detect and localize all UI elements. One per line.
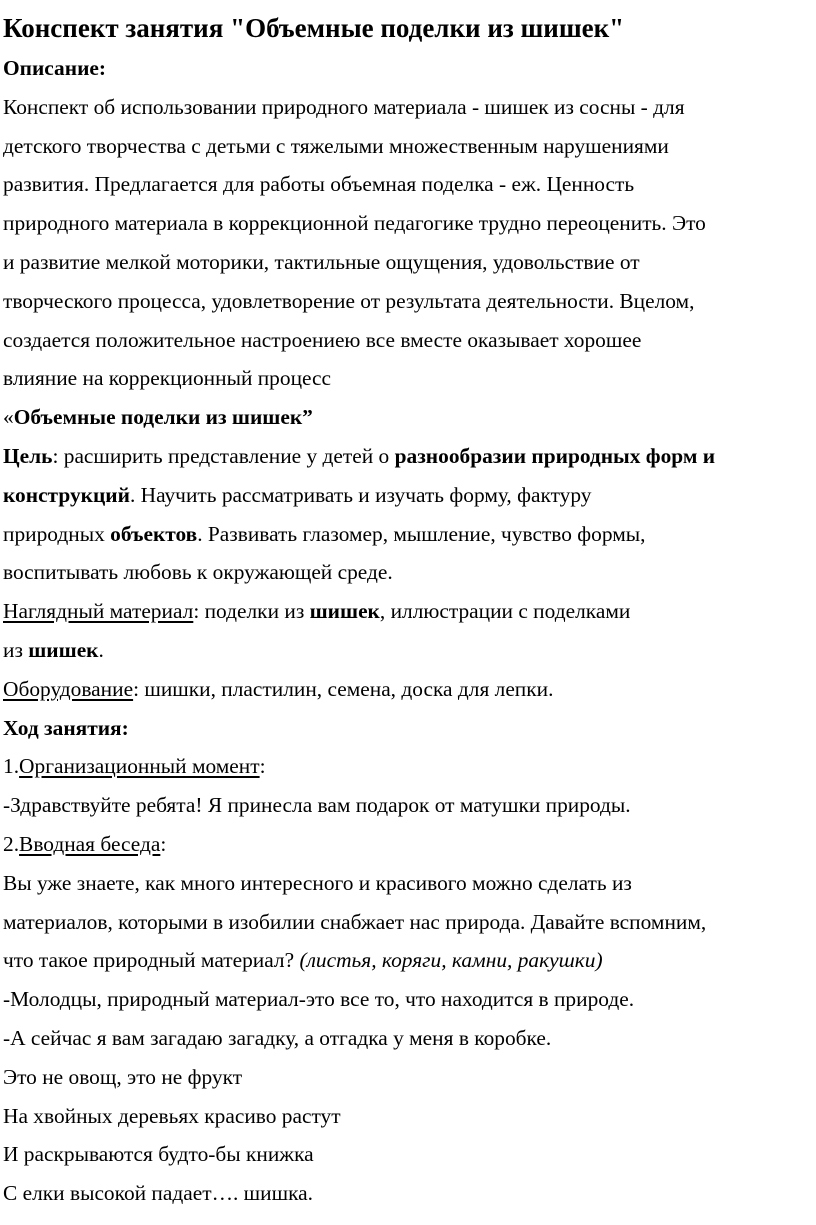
visual-material-section <box>3 592 816 670</box>
lesson-subtitle <box>3 398 816 437</box>
step2-answer-hint: (листья, коряги, камни, ракушки) <box>299 948 603 973</box>
description-line: развития. Предлагается для работы объемная поделка - еж. Ценность <box>3 172 635 197</box>
course-label: Ход занятия: <box>3 715 129 740</box>
dialogue-section <box>3 980 816 1213</box>
visual-material-line <box>3 631 816 670</box>
riddle-line: Это не овощ, это не фрукт <box>3 1064 243 1089</box>
riddle-line: На хвойных деревьях красиво растут <box>3 1103 341 1128</box>
dialogue-line: -А сейчас я вам загадаю загадку, а отгадка у меня в коробке. <box>3 1025 552 1050</box>
subtitle-text: Объемные поделки из шишек” <box>13 405 313 430</box>
step1-label: Организационный момент <box>19 754 260 779</box>
step1-text: -Здравствуйте ребята! Я принесла вам подарок от матушки природы. <box>3 793 631 818</box>
visual-material-emphasis: шишек <box>28 637 99 662</box>
step2-number: 2. <box>3 831 20 856</box>
visual-material-text: : поделки из <box>193 599 310 624</box>
step2-line <box>3 941 816 980</box>
step2-heading <box>3 825 816 864</box>
equipment-line <box>3 670 816 709</box>
goal-line <box>3 476 816 515</box>
description-label: Описание: <box>3 56 107 80</box>
goal-label: Цель <box>3 443 53 468</box>
visual-material-label: Наглядный материал <box>3 599 194 624</box>
step1-number: 1. <box>3 754 20 779</box>
step2-line: материалов, которыми в изобилии снабжает нас природа. Давайте вспомним, <box>3 909 707 934</box>
visual-material-text: . <box>98 637 104 662</box>
riddle-line: И раскрываются будто-бы книжка <box>3 1142 314 1167</box>
description-paragraph <box>3 88 816 398</box>
step2-text: что такое природный материал? <box>3 948 300 973</box>
step1-heading <box>3 747 816 786</box>
goal-line <box>3 437 816 476</box>
description-line: создается положительное настроениею все вместе оказывает хорошее <box>3 327 642 352</box>
visual-material-line <box>3 592 816 631</box>
step1-colon: : <box>259 754 266 779</box>
goal-emphasis: разнообразии природных форм и <box>394 443 716 468</box>
goal-text: . Научить рассматривать и изучать форму, фактуру <box>129 482 592 507</box>
goal-text: природных <box>3 521 111 546</box>
goal-line: воспитывать любовь к окружающей среде. <box>3 560 393 585</box>
goal-emphasis: объектов <box>110 521 198 546</box>
description-line: природного материала в коррекционной педагогике трудно переоценить. Это <box>3 211 706 236</box>
subtitle-open-quote: « <box>3 405 14 430</box>
goal-text: . Развивать глазомер, мышление, чувство формы, <box>197 521 646 546</box>
step2-line: Вы уже знаете, как много интересного и красивого можно сделать из <box>3 870 632 895</box>
description-line: влияние на коррекционный процесс <box>3 366 332 391</box>
dialogue-line: -Молодцы, природный материал-это все то, что находится в природе. <box>3 987 635 1012</box>
riddle-line: С елки высокой падает…. шишка. <box>3 1181 313 1206</box>
goal-text: : расширить представление у детей о <box>52 443 395 468</box>
description-line: и развитие мелкой моторики, тактильные ощущения, удовольствие от <box>3 249 640 274</box>
description-line: детского творчества с детьми с тяжелыми множественным нарушениями <box>3 133 669 158</box>
step2-label: Вводная беседа <box>19 831 161 856</box>
goal-section <box>3 437 816 592</box>
equipment-label: Оборудование <box>3 676 134 701</box>
goal-emphasis: конструкций <box>3 482 130 507</box>
visual-material-emphasis: шишек <box>309 599 380 624</box>
step2-colon: : <box>160 831 167 856</box>
description-line: Конспект об использовании природного материала - шишек из сосны - для <box>3 94 685 119</box>
equipment-text: : шишки, пластилин, семена, доска для лепки. <box>133 676 554 701</box>
goal-line <box>3 515 816 554</box>
visual-material-text: , иллюстрации с поделками <box>379 599 631 624</box>
document-title: Конспект занятия "Объемные поделки из шишек" <box>3 13 625 43</box>
visual-material-text: из <box>3 637 29 662</box>
description-line: творческого процесса, удовлетворение от результата деятельности. Вцелом, <box>3 288 695 313</box>
